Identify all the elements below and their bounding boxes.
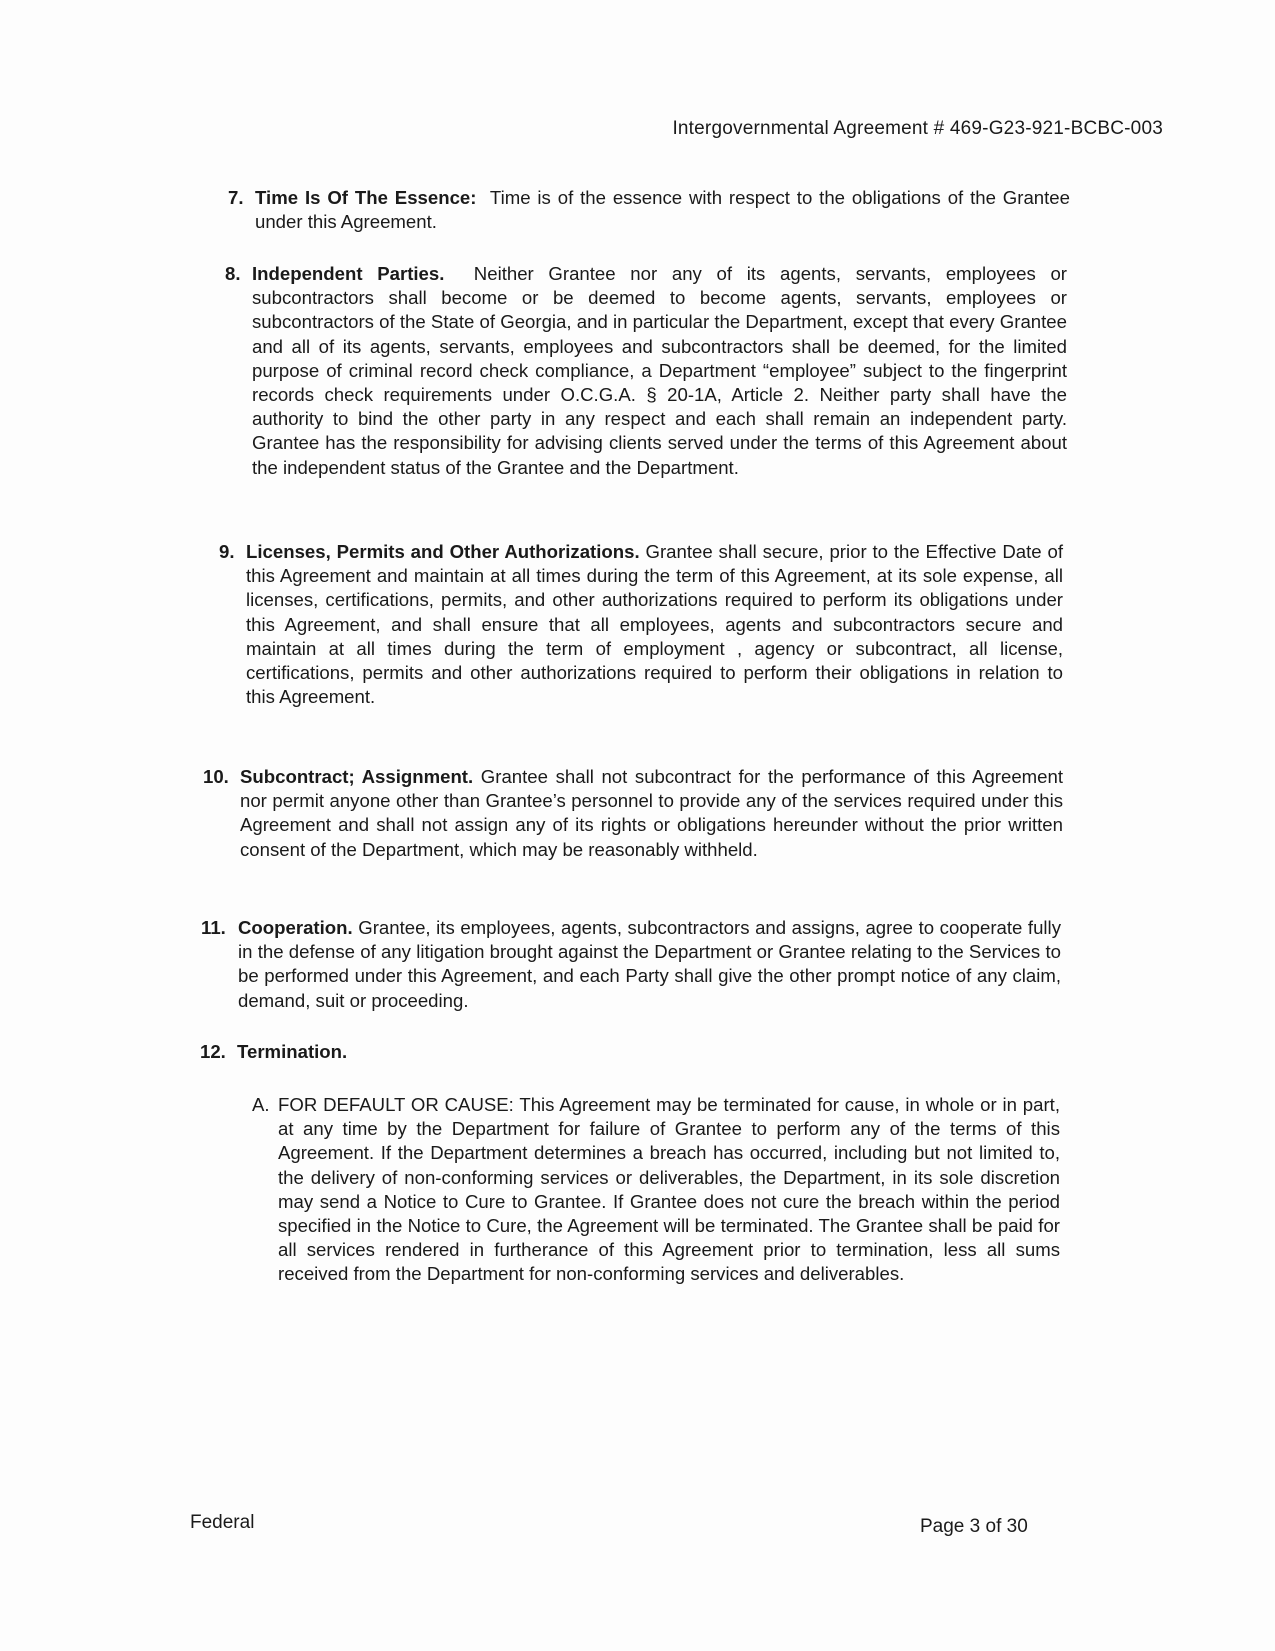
section-number: 7. [228,187,244,208]
section-number: 8. [225,263,241,284]
section-text: Grantee shall not subcontract for the performance of this Agreement nor permit anyone other than Grantee’s personnel to provide any of the services required under this Agreement and shall not assign any of its rights or obligations hereunder without the prior written consent of the Department, which may be reasonably withheld. [240,766,1063,860]
section-7 [228,186,1070,234]
section-title: Cooperation. [238,917,353,938]
section-body [203,765,1063,862]
section-body [201,916,1061,1013]
section-number: 10. [203,766,229,787]
section-text: Grantee, its employees, agents, subcontractors and assigns, agree to cooperate fully in the defense of any litigation brought against the Department or Grantee relating to the Services to be performed under this Agreement, and each Party shall give the other prompt notice of any claim, demand, suit or proceeding. [238,917,1061,1011]
section-title: Independent Parties. [252,263,445,284]
section-text: Time is of the essence with respect to the obligations of the Grantee under this Agreement. [255,187,1070,233]
page-number: Page 3 of 30 [920,1516,1028,1537]
section-body [200,1040,1060,1064]
section-body [225,262,1067,480]
section-text: Neither Grantee nor any of its agents, servants, employees or subcontractors shall become or be deemed to become agents, servants, employees or subcontractors of the State of Georgia, and in particular the Department, except that every Grantee and all of its agents, servants, employees and subcontractors shall be deemed, for the limited purpose of criminal record check compliance, a Department “employee” subject to the fingerprint records check requirements under O.C.G.A. § 20-1A, Article 2. Neither party shall have the authority to bind the other party in any respect and each shall remain an independent party. Grantee has the responsibility for advising clients served under the terms of this Agreement about the independent status of the Grantee and the Department. [252,263,1067,478]
section-10 [203,765,1063,862]
section-body [228,186,1070,234]
agreement-number-header: Intergovernmental Agreement # 469-G23-921-BCBC-003 [672,118,1163,139]
section-number: 11. [201,917,226,938]
section-title: Termination. [237,1041,348,1062]
section-12 [200,1040,1060,1064]
footer-label: Federal [190,1512,255,1533]
section-9 [219,540,1063,709]
section-11 [201,916,1061,1013]
section-8 [225,262,1067,480]
section-text: Grantee shall secure, prior to the Effective Date of this Agreement and maintain at all times during the term of this Agreement, at its sole expense, all licenses, certifications, permits, and other authorizations required to perform its obligations under this Agreement, and shall ensure that all employees, agents and subcontractors secure and maintain at all times during the term of employment , agency or subcontract, all license, certifications, permits and other authorizations required to perform their obligations in relation to this Agreement. [246,541,1064,708]
section-title: Licenses, Permits and Other Authorizations. [246,541,640,562]
section-title: Subcontract; Assignment. [240,766,474,787]
subsection-text: FOR DEFAULT OR CAUSE: This Agreement may be terminated for cause, in whole or in part, at any time by the Department for failure of Grantee to perform any of the terms of this Agreement. If the Department determines a breach has occurred, including but not limited to, the delivery of non-conforming services or deliverables, the Department, in its sole discretion may send a Notice to Cure to Grantee. If Grantee does not cure the breach within the period specified in the Notice to Cure, the Agreement will be terminated. The Grantee shall be paid for all services rendered in furtherance of this Agreement prior to termination, less all sums received from the Department for non-conforming services and deliverables. [278,1094,1060,1285]
section-number: 9. [219,541,235,562]
section-title: Time Is Of The Essence: [255,187,477,208]
section-number: 12. [200,1041,226,1062]
section-body [219,540,1063,709]
subsection-letter: A. [252,1094,270,1115]
section-12-subsection-a [252,1093,1060,1287]
